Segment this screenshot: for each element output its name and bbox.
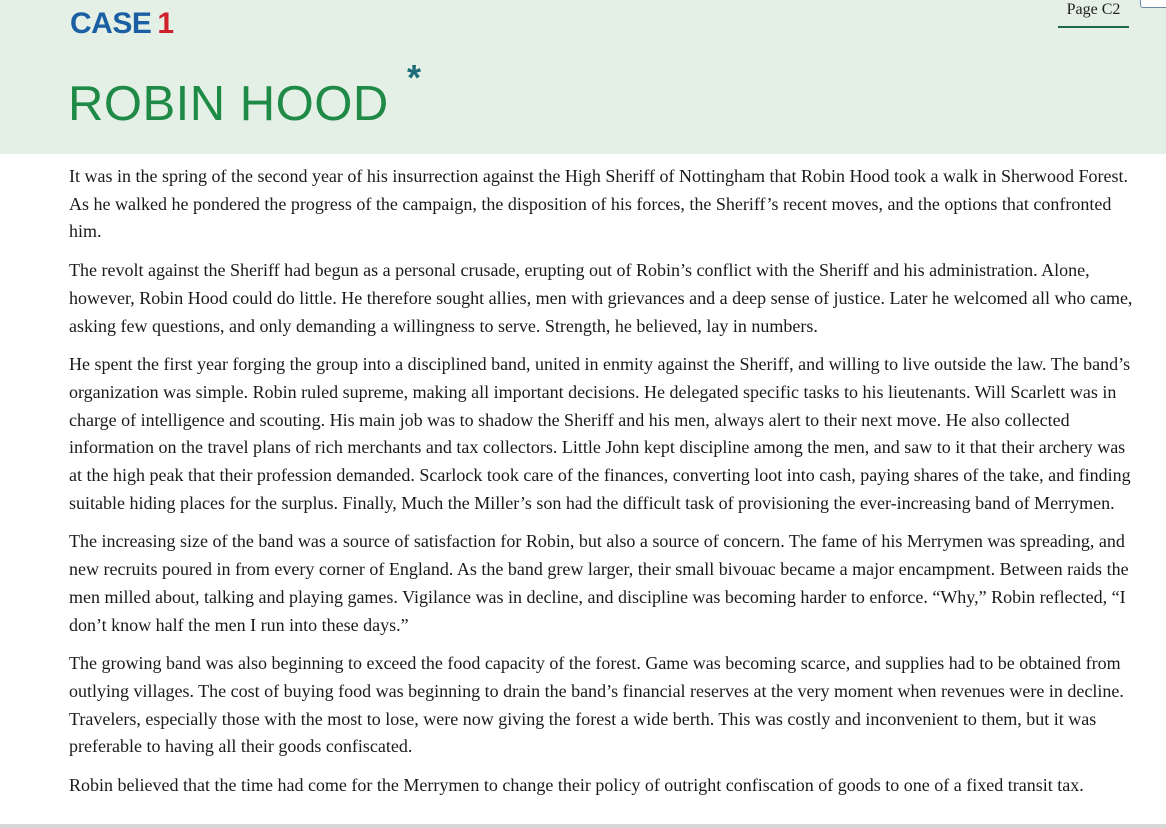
page-bottom-edge [0, 824, 1166, 828]
paragraph: He spent the first year forging the group into a disciplined band, united in enmity against the Sheriff, and willing to live outside the law. The band’s organization was simple. Robin ruled supreme, making all important decisions. He delegated specific tasks to his lieutenants. Will Scarlett was in charge of intelligence and scouting. His main job was to shadow the Sheriff and his men, always alert to their next move. He also collected information on the travel plans of rich merchants and tax collectors. Little John kept discipline among the men, and saw to it that their archery was at the high peak that their profession demanded. Scarlock took care of the finances, converting loot into cash, paying shares of the take, and finding suitable hiding places for the surplus. Finally, Much the Miller’s son had the difficult task of provisioning the ever-increasing band of Merrymen. [69, 354, 1131, 513]
paragraph: The revolt against the Sheriff had begun as a personal crusade, erupting out of Robin’s conflict with the Sheriff and his administration. Alone, however, Robin Hood could do little. He therefore sought allies, men with grievances and a deep sense of justice. Later he welcomed all who came, asking few questions, and only demanding a willingness to serve. Strength, he believed, lay in numbers. [69, 260, 1133, 336]
footnote-asterisk[interactable]: * [407, 57, 422, 98]
paragraph: Robin believed that the time had come for the Merrymen to change their policy of outright confiscation of goods to one of a fixed transit tax. [69, 775, 1084, 796]
case-word: CASE [70, 7, 152, 40]
corner-tab [1140, 0, 1166, 8]
case-header [0, 0, 1166, 154]
paragraph: The increasing size of the band was a source of satisfaction for Robin, but also a source of concern. The fame of his Merrymen was spreading, and new recruits poured in from every corner of England. As the band grew larger, their small bivouac became a major encampment. Between raids the men milled about, talking and playing games. Vigilance was in decline, and discipline was becoming harder to enforce. “Why,” Robin reflected, “I don’t know half the men I run into these days.” [69, 531, 1129, 635]
case-label [70, 6, 174, 42]
paragraph: The growing band was also beginning to exceed the food capacity of the forest. Game was becoming scarce, and supplies had to be obtained from outlying villages. The cost of buying food was beginning to drain the band’s financial reserves at the very moment when revenues were in decline. Travelers, especially those with the most to lose, were now giving the forest a wide berth. This was costly and inconvenient to them, but it was preferable to having all their goods confiscated. [69, 653, 1124, 757]
case-title: ROBIN HOOD [68, 77, 389, 131]
case-number: 1 [157, 7, 174, 40]
page-number: Page C2 [1058, 0, 1129, 28]
paragraph: It was in the spring of the second year of his insurrection against the High Sheriff of Nottingham that Robin Hood took a walk in Sherwood Forest. As he walked he pondered the progress of the campaign, the disposition of his forces, the Sheriff’s recent moves, and the options that confronted him. [69, 166, 1128, 242]
case-body-text [69, 163, 1133, 811]
